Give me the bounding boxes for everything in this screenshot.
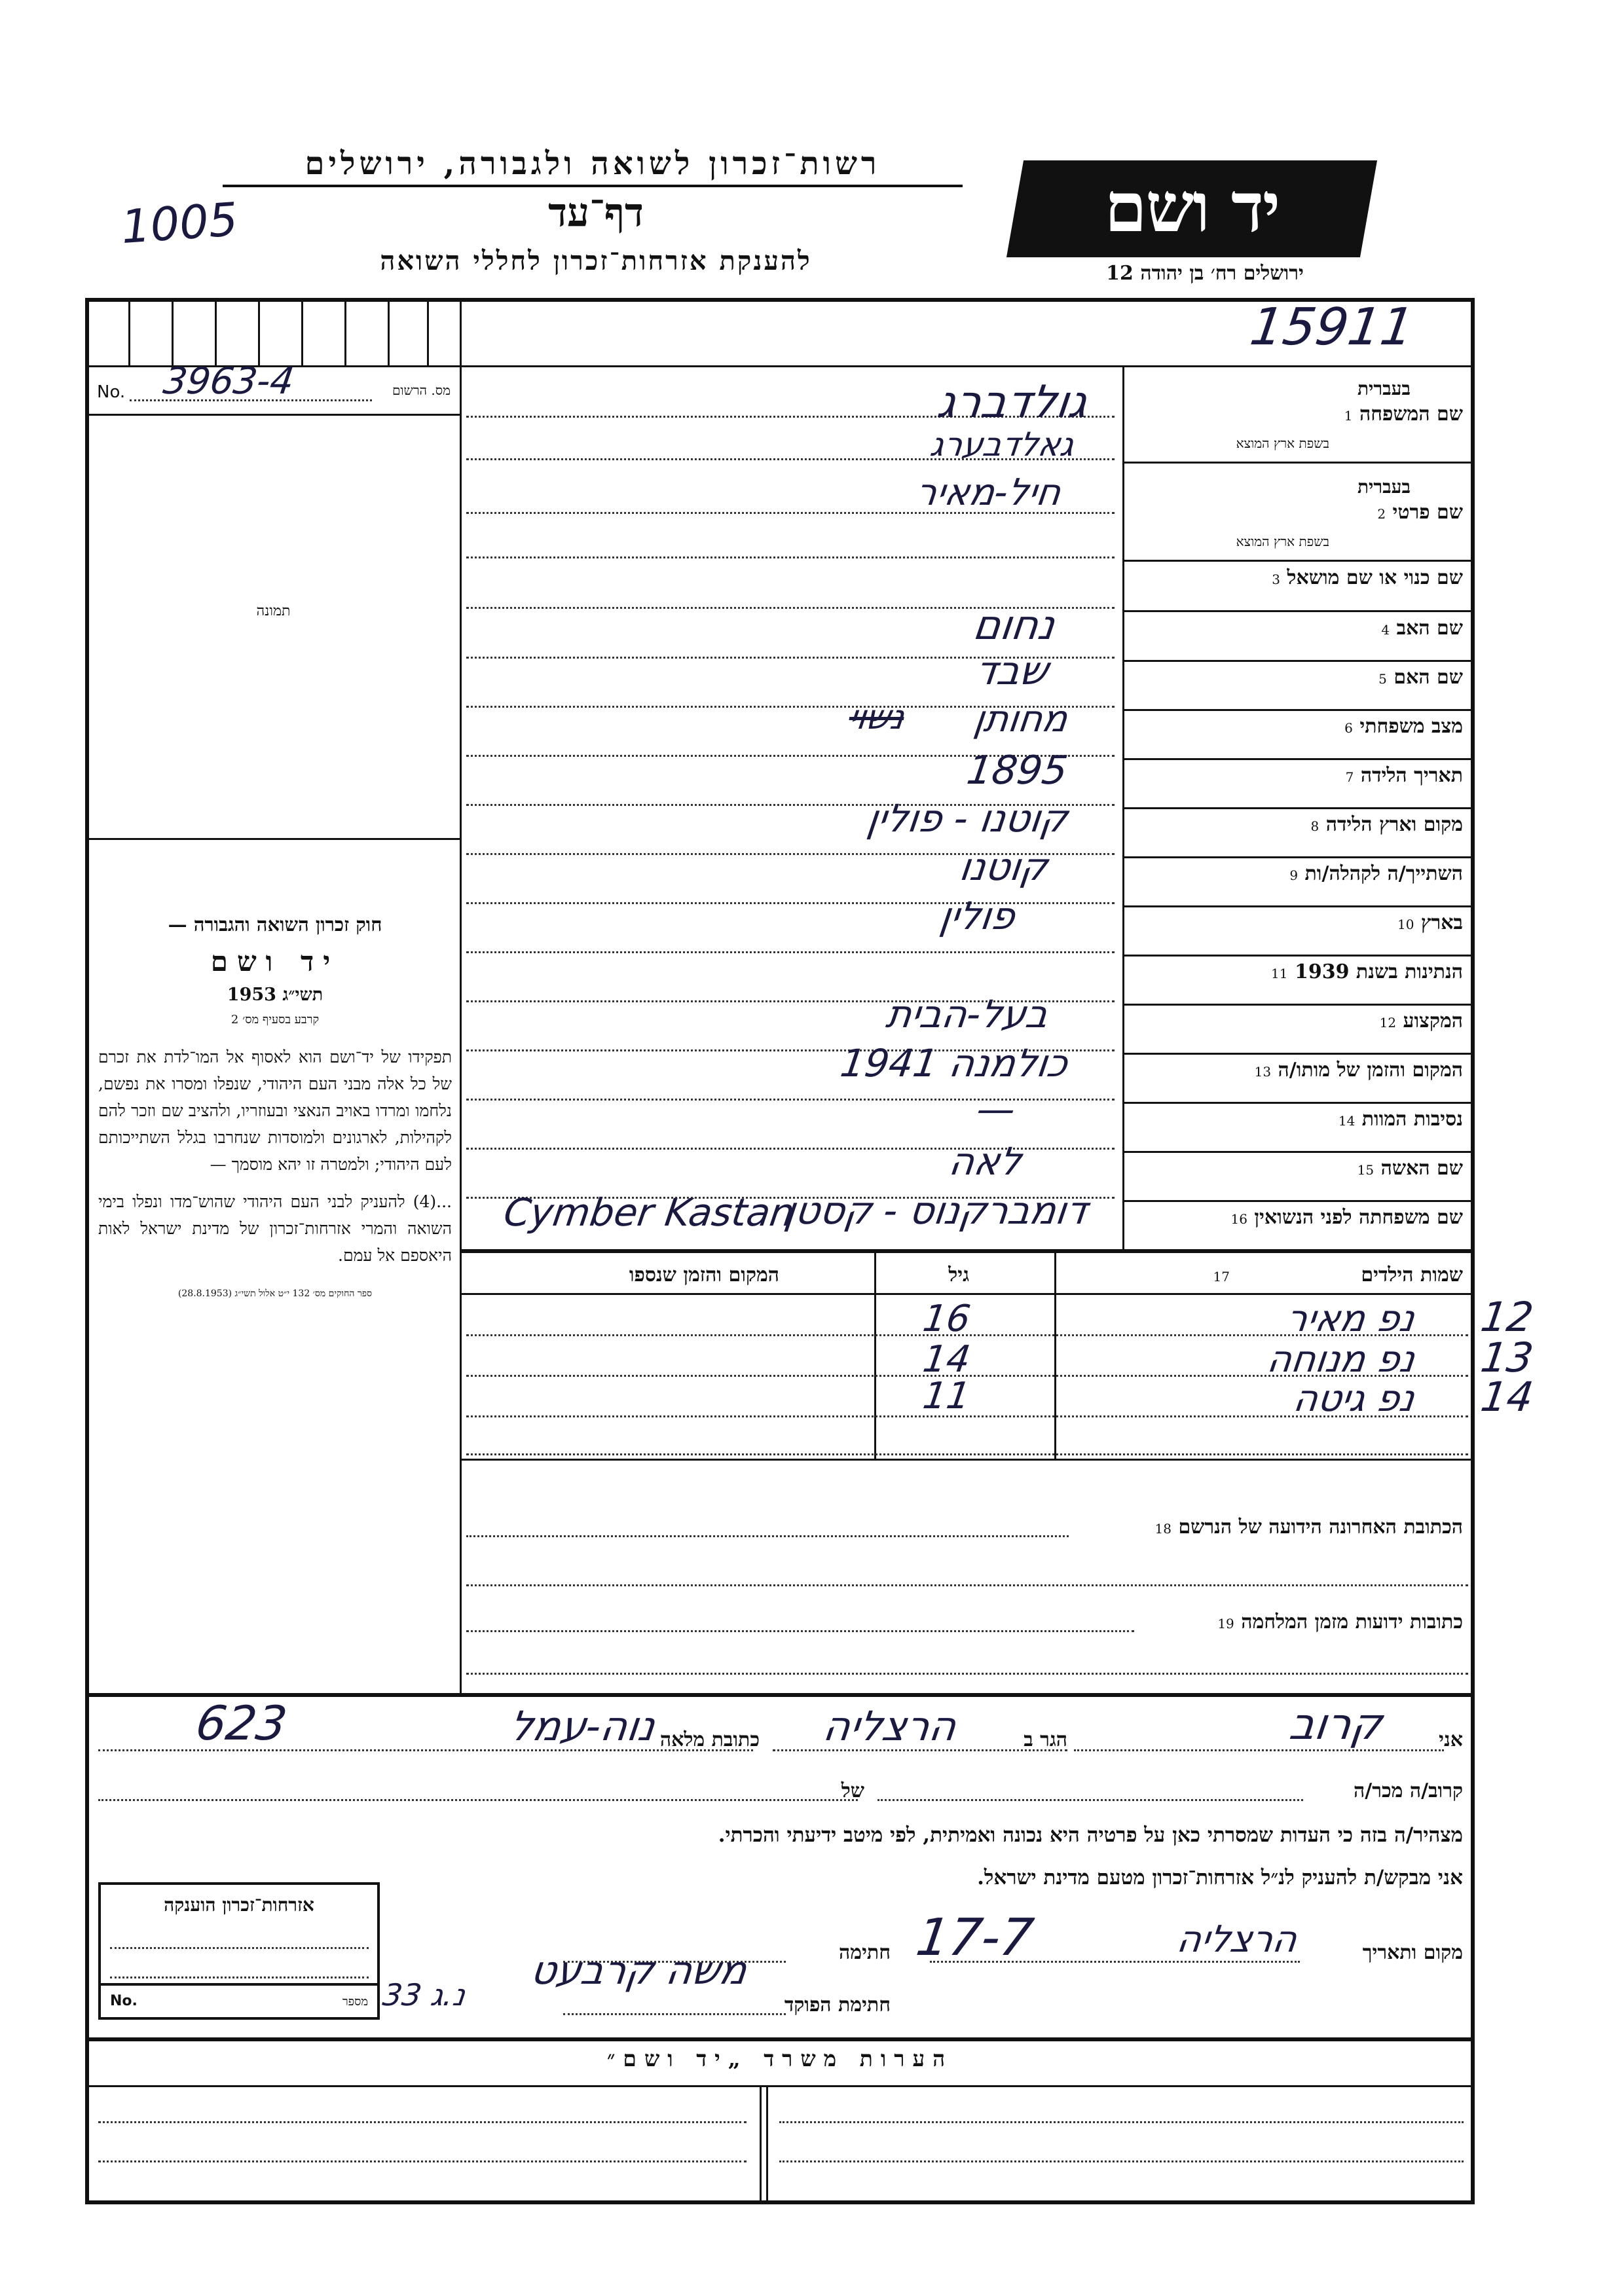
field-13-value[interactable]: כולמנה 1941	[838, 1041, 1071, 1085]
stamp-number: 1005	[119, 192, 240, 255]
field-1-sub-origin: בשפת ארץ המוצא	[1236, 435, 1329, 451]
field-15-value[interactable]: לאה	[946, 1139, 1025, 1184]
citizenship-no: No.	[110, 1993, 138, 2009]
law-name: יד ושם	[210, 945, 340, 977]
field-12-value[interactable]: בעל-הבית	[883, 992, 1051, 1036]
citizenship-number-label: מספר	[342, 1995, 368, 2009]
address-line: ירושלים רח׳ בן יהודה 12	[1106, 262, 1304, 285]
child-2-mark: נפ	[1374, 1338, 1418, 1381]
field-7-value[interactable]: 1895	[964, 748, 1071, 793]
field-4-value[interactable]: נחום	[970, 601, 1058, 649]
declaration-i: אני	[1439, 1728, 1463, 1751]
field-19-label: כתובות ידועות מזמן המלחמה 19	[1217, 1611, 1463, 1633]
law-text-1: תפקידו של יד־ושם הוא לאסוף אל המו־לדת את זכרם של כל אלה מבני העם היהודי, שנפלו ומסרו את נפשם, נלחמו ומרדו באויב הנאצי ובעוזריו, ולהציב שם וזכר להם לקהילות, לארגונים ולמוסדות שנחרבו בגלל השתייכותם לעם היהודי; ולמטרה זו יהא מוסמך —	[98, 1048, 452, 1174]
citizenship-box	[98, 1882, 380, 2020]
field-5-label: שם האם 5	[1378, 666, 1463, 689]
child-3-age[interactable]: 11	[920, 1375, 973, 1417]
officer-code: 33 נ.ג	[380, 1977, 468, 2013]
field-9-value[interactable]: קוטנו	[957, 845, 1051, 889]
declaration-of: של	[841, 1779, 864, 1802]
field-11-label: הנתינות בשנת 1939 11	[1271, 960, 1463, 983]
children-age-header: גיל	[948, 1264, 969, 1286]
office-notes-title: הערות משרד „יד ושם״	[606, 2046, 953, 2071]
field-1-value[interactable]: גולדברג	[934, 376, 1091, 428]
law-year: תשי״ג 1953	[227, 985, 323, 1005]
place-date-label: מקום ותאריך	[1362, 1941, 1463, 1964]
citizenship-title: אזרחות־זכרון הוענקה	[164, 1894, 314, 1916]
field-14-value[interactable]: —	[974, 1087, 1018, 1131]
field-2-sub-hebrew: בעברית	[1357, 476, 1411, 498]
signature-label: חתימה	[839, 1941, 891, 1964]
declaration-statement-1: מצהיר/ה בזה כי העדות שמסרתי כאן על פרטיה היא נכונה ואמיתית, לפי מיטב ידיעתי והכרתי.	[718, 1823, 1463, 1847]
field-14-label: נסיבות המוות 14	[1338, 1108, 1463, 1131]
photo-label: תמונה	[256, 603, 291, 619]
registration-no-prefix: No.	[97, 382, 126, 402]
registration-number: 3963-4	[160, 360, 297, 403]
law-title: חוק זכרון השואה והגבורה —	[168, 913, 382, 936]
law-box	[98, 913, 452, 1300]
field-16-label: שם משפחתה לפני הנשואין 16	[1230, 1206, 1463, 1229]
file-number: 15911	[1246, 298, 1418, 357]
law-footnote: ספר החוקים מס׳ 132 י״ט אלול תשי״ג (28.8.1953)	[177, 1288, 373, 1299]
place-value[interactable]: הרצליה	[1174, 1918, 1300, 1961]
declaration-street[interactable]: נוה-עמל	[507, 1702, 659, 1750]
field-5-value[interactable]: שבד	[972, 648, 1051, 694]
child-2-ref: 13	[1477, 1334, 1537, 1381]
field-13-label: המקום והזמן של מותו/ה 13	[1254, 1059, 1463, 1082]
declaration-resides: הגר ב	[1024, 1728, 1067, 1751]
child-1-ref: 12	[1477, 1293, 1537, 1341]
registration-label: מס. הרשום	[392, 382, 451, 398]
officer-signature[interactable]: משה קרבעט	[527, 1948, 750, 1994]
child-1-mark: נפ	[1374, 1298, 1418, 1340]
field-9-label: השתייך/ה לקהלה/ות 9	[1289, 862, 1463, 885]
children-names-header: שמות הילדים 17	[1213, 1264, 1463, 1286]
child-3-name[interactable]: נפ גיטה	[1291, 1377, 1418, 1420]
law-text-2: ...(4) להעניק לבני העם היהודי שהוש־מדו ונפלו בימי השואה והמרי אזרחות־זכרון של מדינת ישראל לאות היאספם אל עמם.	[98, 1192, 452, 1265]
field-3-label: שם כנוי או שם מושאל 3	[1272, 566, 1463, 589]
logo-text: יד ושם	[1104, 167, 1280, 247]
law-clause: קרבע בסעיף מס׳ 2	[231, 1013, 320, 1027]
date-value[interactable]: 17-7	[912, 1908, 1037, 1967]
field-2-label: שם פרטי 2	[1377, 501, 1463, 524]
child-1-age[interactable]: 16	[920, 1298, 973, 1340]
declaration-relative: קרוב/ה מכר/ה	[1354, 1779, 1463, 1802]
form-subtitle: להענקת אזרחות־זכרון לחללי השואה	[380, 246, 812, 276]
declarant-value[interactable]: קרוב	[1286, 1699, 1386, 1749]
authority-title: רשות־זכרון לשואה ולגבורה, ירושלים	[223, 145, 963, 187]
officer-label: חתימת הפוקד	[784, 1994, 891, 2016]
field-10-value[interactable]: פולין	[937, 894, 1018, 938]
field-16-value-latin[interactable]: Cymber Kastan	[501, 1190, 798, 1235]
field-4-label: שם האב 4	[1381, 617, 1463, 640]
field-18-label: הכתובת האחרונה הידועה של הנרשם 18	[1154, 1516, 1463, 1539]
declaration-city[interactable]: הרצליה	[820, 1702, 960, 1750]
field-2-sub-origin: בשפת ארץ המוצא	[1236, 534, 1329, 549]
declaration-address-label: כתובת מלאה	[659, 1728, 760, 1751]
field-1-value-origin[interactable]: גאלדבערג	[928, 426, 1077, 464]
registration-no	[97, 360, 451, 407]
child-2-age[interactable]: 14	[920, 1338, 973, 1381]
field-15-label: שם האשה 15	[1357, 1157, 1463, 1180]
field-7-label: תאריך הלידה 7	[1345, 764, 1463, 787]
form-title: דף־עד	[548, 190, 644, 236]
field-1-label: שם המשפחה 1	[1344, 403, 1463, 426]
field-8-label: מקום וארץ הלידה 8	[1310, 813, 1463, 836]
field-10-label: בארץ 10	[1397, 911, 1463, 934]
child-2-name[interactable]: נפ מנוחה	[1264, 1338, 1418, 1381]
field-16-value[interactable]: דומברקנוס - קסטן	[782, 1188, 1090, 1233]
declaration-house[interactable]: 623	[193, 1696, 291, 1751]
field-12-label: המקצוע 12	[1379, 1010, 1463, 1032]
declaration-statement-2: אני מבקש/ת להעניק לנ״ל אזרחות־זכרון מטעם מדינת ישראל.	[977, 1866, 1463, 1889]
child-3-mark: נפ	[1374, 1377, 1418, 1420]
field-8-value[interactable]: קוטנו - פולין	[864, 796, 1071, 841]
field-2-value[interactable]: חיל-מאיר	[913, 471, 1064, 514]
field-6-struck: נשוי	[846, 698, 907, 737]
field-6-label: מצב משפחתי 6	[1344, 715, 1463, 738]
field-1-sub-hebrew: בעברית	[1357, 378, 1411, 399]
children-place-header: המקום והזמן שנספו	[629, 1264, 779, 1286]
child-1-name[interactable]: נפ מאיר	[1283, 1298, 1418, 1340]
child-3-ref: 14	[1477, 1373, 1537, 1421]
field-6-value[interactable]: מחותן	[971, 698, 1071, 740]
